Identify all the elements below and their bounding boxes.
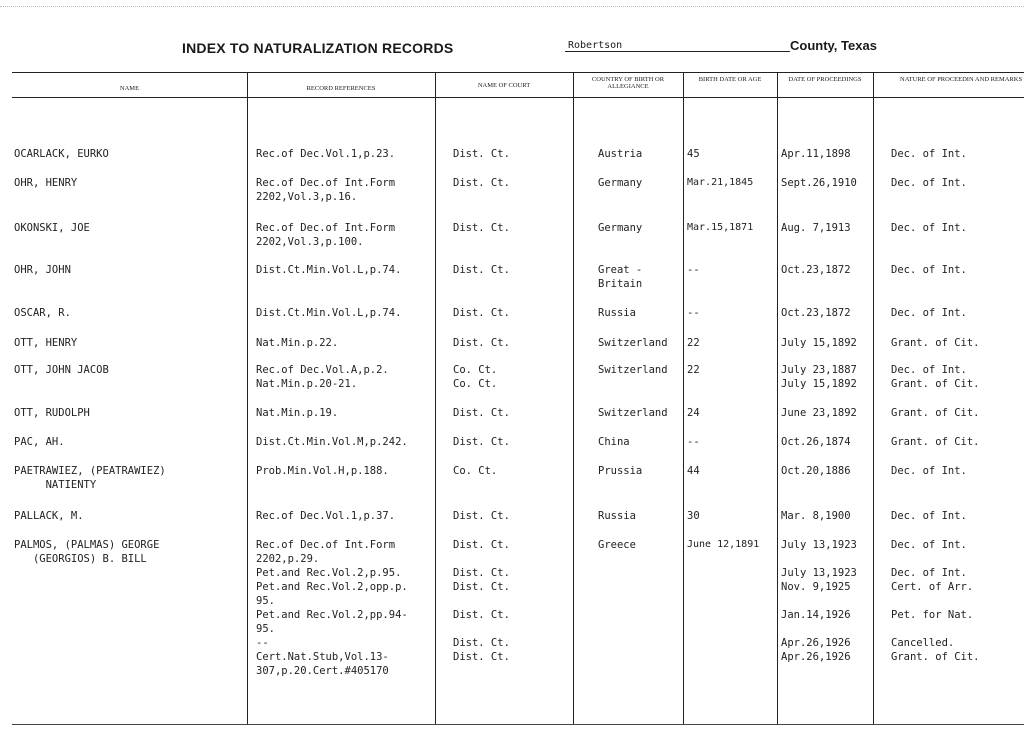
record-country: China bbox=[598, 436, 630, 448]
record-court: Co. Ct. Co. Ct. bbox=[453, 364, 498, 390]
record-name: OHR, JOHN bbox=[14, 264, 71, 276]
column-divider bbox=[873, 72, 874, 724]
record-date: Apr.11,1898 bbox=[781, 148, 851, 160]
record-date: July 15,1892 bbox=[781, 337, 857, 349]
record-reference: Rec.of Dec.Vol.A,p.2. Nat.Min.p.20-21. bbox=[256, 364, 389, 390]
column-divider bbox=[435, 72, 436, 724]
column-header-country: COUNTRY OF BIRTH OR ALLEGIANCE bbox=[591, 76, 665, 90]
record-name: OHR, HENRY bbox=[14, 177, 78, 189]
county-name: Robertson bbox=[568, 40, 623, 51]
record-date: Mar. 8,1900 bbox=[781, 510, 851, 522]
column-header-nature: NATURE OF PROCEEDIN AND REMARKS bbox=[900, 76, 1023, 83]
record-reference: Prob.Min.Vol.H,p.188. bbox=[256, 465, 389, 477]
record-name: OSCAR, R. bbox=[14, 307, 71, 319]
record-name: OKONSKI, JOE bbox=[14, 222, 90, 234]
record-country: Switzerland bbox=[598, 407, 668, 419]
record-country: Germany bbox=[598, 177, 643, 189]
record-reference: Rec.of Dec.of Int.Form 2202,Vol.3,p.16. bbox=[256, 177, 396, 203]
record-nature: Dec. of Int. bbox=[891, 264, 967, 276]
record-date: Oct.26,1874 bbox=[781, 436, 851, 448]
table-bottom-rule bbox=[12, 724, 1024, 725]
record-birth: 45 bbox=[687, 148, 700, 160]
record-country: Germany bbox=[598, 222, 643, 234]
record-reference: Dist.Ct.Min.Vol.M,p.242. bbox=[256, 436, 408, 448]
record-date: June 23,1892 bbox=[781, 407, 857, 419]
record-country: Austria bbox=[598, 148, 643, 160]
record-birth: -- bbox=[687, 436, 700, 448]
record-nature: Dec. of Int. bbox=[891, 465, 967, 477]
record-reference: Nat.Min.p.19. bbox=[256, 407, 339, 419]
record-court: Dist. Ct. bbox=[453, 177, 510, 189]
record-date: Oct.23,1872 bbox=[781, 264, 851, 276]
record-court: Dist. Ct. bbox=[453, 264, 510, 276]
column-header-court: NAME OF COURT bbox=[477, 82, 531, 89]
column-header-name: NAME bbox=[119, 85, 140, 92]
county-underline bbox=[565, 51, 790, 52]
record-reference: Dist.Ct.Min.Vol.L,p.74. bbox=[256, 307, 402, 319]
record-nature: Dec. of Int. Grant. of Cit. bbox=[891, 364, 980, 390]
record-date: Oct.23,1872 bbox=[781, 307, 851, 319]
record-nature: Dec. of Int. bbox=[891, 177, 967, 189]
page-title: INDEX TO NATURALIZATION RECORDS bbox=[182, 40, 454, 56]
record-nature: Dec. of Int. bbox=[891, 222, 967, 234]
record-court: Dist. Ct. bbox=[453, 307, 510, 319]
record-country: Switzerland bbox=[598, 364, 668, 376]
record-reference: Rec.of Dec.of Int.Form 2202,Vol.3,p.100. bbox=[256, 222, 396, 248]
record-date: Sept.26,1910 bbox=[781, 177, 857, 189]
record-birth: 22 bbox=[687, 364, 700, 376]
record-court: Dist. Ct. bbox=[453, 510, 510, 522]
record-nature: Grant. of Cit. bbox=[891, 436, 980, 448]
record-reference: Rec.of Dec.Vol.1,p.37. bbox=[256, 510, 396, 522]
column-divider bbox=[683, 72, 684, 724]
record-court: Dist. Ct. bbox=[453, 407, 510, 419]
column-header-birth: BIRTH DATE OR AGE bbox=[698, 76, 762, 83]
record-date: July 13,1923 July 13,1923 Nov. 9,1925 Jan.14,1926 Apr.26,1926 Apr.26,1926 bbox=[781, 539, 857, 663]
record-date: Aug. 7,1913 bbox=[781, 222, 851, 234]
record-court: Dist. Ct. bbox=[453, 337, 510, 349]
record-name: OTT, RUDOLPH bbox=[14, 407, 90, 419]
record-nature: Grant. of Cit. bbox=[891, 337, 980, 349]
record-nature: Dec. of Int. Dec. of Int. Cert. of Arr. Pet. for Nat. Cancelled. Grant. of Cit. bbox=[891, 539, 980, 663]
record-court: Co. Ct. bbox=[453, 465, 498, 477]
record-date: Oct.20,1886 bbox=[781, 465, 851, 477]
column-divider bbox=[777, 72, 778, 724]
record-name: PALMOS, (PALMAS) GEORGE (GEORGIOS) B. BILL bbox=[14, 539, 160, 565]
column-divider bbox=[247, 72, 248, 724]
record-name: OTT, JOHN JACOB bbox=[14, 364, 109, 376]
record-birth: 30 bbox=[687, 510, 700, 522]
record-birth: -- bbox=[687, 264, 700, 276]
column-header-date: DATE OF PROCEEDINGS bbox=[788, 76, 862, 83]
record-name: PAETRAWIEZ, (PEATRAWIEZ) NATIENTY bbox=[14, 465, 166, 491]
record-court: Dist. Ct. bbox=[453, 148, 510, 160]
record-reference: Dist.Ct.Min.Vol.L,p.74. bbox=[256, 264, 402, 276]
record-court: Dist. Ct. bbox=[453, 222, 510, 234]
record-date: July 23,1887 July 15,1892 bbox=[781, 364, 857, 390]
column-header-record-references: RECORD REFERENCES bbox=[306, 85, 376, 92]
record-nature: Grant. of Cit. bbox=[891, 407, 980, 419]
record-country: Russia bbox=[598, 510, 636, 522]
record-name: OTT, HENRY bbox=[14, 337, 78, 349]
record-birth: 22 bbox=[687, 337, 700, 349]
record-birth: June 12,1891 bbox=[687, 539, 760, 550]
record-nature: Dec. of Int. bbox=[891, 510, 967, 522]
record-country: Switzerland bbox=[598, 337, 668, 349]
record-reference: Rec.of Dec.Vol.1,p.23. bbox=[256, 148, 396, 160]
record-nature: Dec. of Int. bbox=[891, 307, 967, 319]
record-country: Greece bbox=[598, 539, 636, 551]
scan-top-edge bbox=[0, 0, 1024, 7]
record-name: PAC, AH. bbox=[14, 436, 65, 448]
record-name: OCARLACK, EURKO bbox=[14, 148, 109, 160]
record-birth: 44 bbox=[687, 465, 700, 477]
record-birth: Mar.21,1845 bbox=[687, 177, 754, 188]
column-divider bbox=[573, 72, 574, 724]
record-birth: Mar.15,1871 bbox=[687, 222, 754, 233]
record-name: PALLACK, M. bbox=[14, 510, 84, 522]
record-country: Russia bbox=[598, 307, 636, 319]
record-nature: Dec. of Int. bbox=[891, 148, 967, 160]
record-reference: Rec.of Dec.of Int.Form 2202,p.29. Pet.and Rec.Vol.2,p.95. Pet.and Rec.Vol.2,opp.p. 95. Pet.and Rec.Vol.2,pp.94- 95. -- Cert.Nat.Stub,Vol.13- 307,p.20.Cert.#405170 bbox=[256, 539, 408, 677]
record-court: Dist. Ct. bbox=[453, 436, 510, 448]
record-birth: 24 bbox=[687, 407, 700, 419]
record-reference: Nat.Min.p.22. bbox=[256, 337, 339, 349]
county-label: County, Texas bbox=[790, 38, 877, 53]
record-court: Dist. Ct. Dist. Ct. Dist. Ct. Dist. Ct. Dist. Ct. Dist. Ct. bbox=[453, 539, 510, 663]
record-country: Prussia bbox=[598, 465, 643, 477]
record-birth: -- bbox=[687, 307, 700, 319]
record-country: Great - Britain bbox=[598, 264, 643, 290]
